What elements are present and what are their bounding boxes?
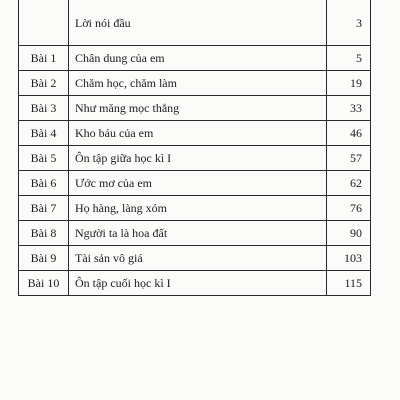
lesson-number: Bài 1 — [19, 46, 69, 71]
lesson-title: Kho báu của em — [69, 121, 327, 146]
lesson-number: Bài 3 — [19, 96, 69, 121]
table-row — [19, 146, 371, 171]
lesson-number: Bài 5 — [19, 146, 69, 171]
page-number: 115 — [327, 271, 371, 296]
table-row — [19, 121, 371, 146]
table-row — [19, 221, 371, 246]
lesson-title: Như măng mọc thẳng — [69, 96, 327, 121]
page-number: 33 — [327, 96, 371, 121]
lesson-title: Ước mơ của em — [69, 171, 327, 196]
lesson-title: Tài sản vô giá — [69, 246, 327, 271]
table-of-contents — [18, 0, 371, 296]
lesson-number: Bài 6 — [19, 171, 69, 196]
lesson-title: Người ta là hoa đất — [69, 221, 327, 246]
page-number: 103 — [327, 246, 371, 271]
table-row — [19, 171, 371, 196]
page-number: 3 — [327, 0, 371, 46]
lesson-title: Chăm học, chăm làm — [69, 71, 327, 96]
lesson-number — [19, 0, 69, 46]
page-number: 62 — [327, 171, 371, 196]
table-row — [19, 96, 371, 121]
lesson-title: Lời nói đầu — [69, 0, 327, 46]
table-row — [19, 271, 371, 296]
lesson-number: Bài 8 — [19, 221, 69, 246]
lesson-number: Bài 2 — [19, 71, 69, 96]
page-number: 46 — [327, 121, 371, 146]
lesson-title: Họ hàng, làng xóm — [69, 196, 327, 221]
lesson-number: Bài 7 — [19, 196, 69, 221]
lesson-number: Bài 4 — [19, 121, 69, 146]
table-row — [19, 196, 371, 221]
table-row — [19, 71, 371, 96]
table-row — [19, 46, 371, 71]
table-row — [19, 0, 371, 46]
lesson-number: Bài 10 — [19, 271, 69, 296]
page-number: 90 — [327, 221, 371, 246]
lesson-title: Chân dung của em — [69, 46, 327, 71]
page-number: 5 — [327, 46, 371, 71]
table-row — [19, 246, 371, 271]
page-number: 76 — [327, 196, 371, 221]
page-number: 57 — [327, 146, 371, 171]
lesson-number: Bài 9 — [19, 246, 69, 271]
lesson-title: Ôn tập giữa học kì I — [69, 146, 327, 171]
page-number: 19 — [327, 71, 371, 96]
lesson-title: Ôn tập cuối học kì I — [69, 271, 327, 296]
